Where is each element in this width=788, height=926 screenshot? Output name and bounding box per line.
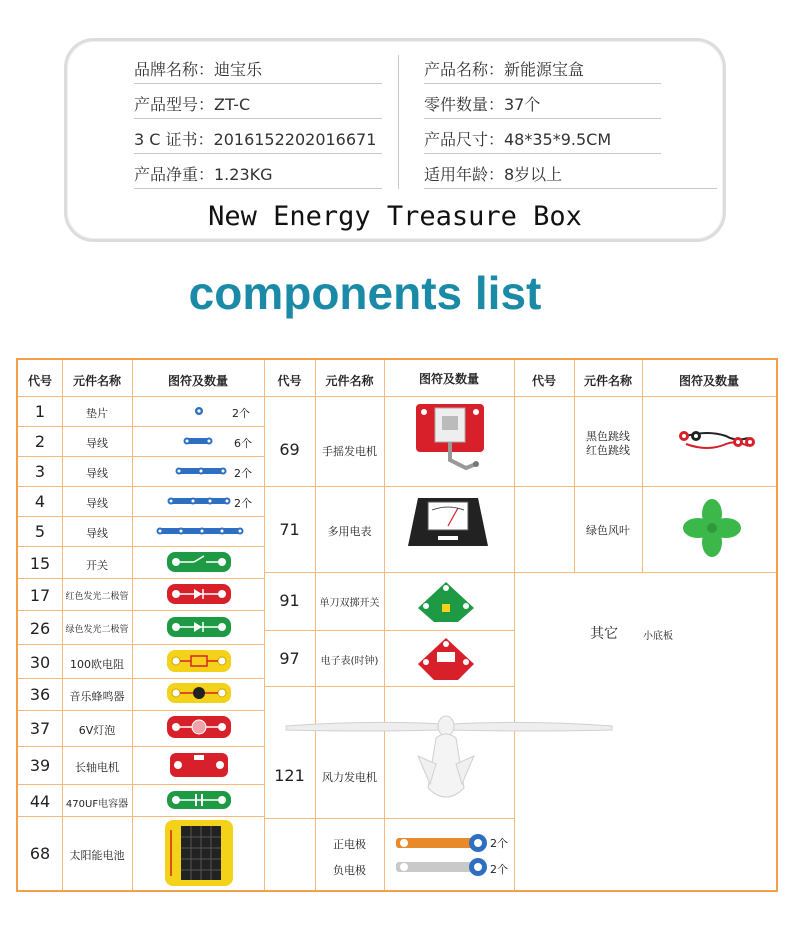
- wind-generator-symbol: [286, 716, 612, 797]
- name-positive-electrode: 正电极: [333, 838, 366, 851]
- header-name: 元件名称: [72, 374, 121, 388]
- capacitor-symbol: [167, 791, 231, 809]
- spec-parts: 零件数量：37个: [424, 95, 541, 114]
- name-negative-electrode: 负电极: [333, 864, 366, 877]
- components-table: [16, 358, 778, 892]
- wire-3-symbol: [176, 468, 227, 475]
- name-36: 音乐蜂鸣器: [69, 690, 125, 703]
- positive-electrode-symbol: [396, 834, 487, 852]
- qty-3: 2个: [234, 467, 252, 480]
- name-121: 风力发电机: [322, 771, 377, 784]
- name-68: 太阳能电池: [69, 849, 125, 862]
- code-3: 3: [34, 462, 46, 481]
- other-label: 其它: [590, 626, 618, 642]
- column-separator: [398, 55, 399, 189]
- qty-negative-electrode: 2个: [490, 863, 508, 876]
- divider: [134, 118, 382, 119]
- multimeter-symbol: [408, 498, 488, 546]
- name-26: 绿色发光二极管: [65, 625, 129, 635]
- negative-electrode-symbol: [396, 858, 487, 876]
- spec-size: 产品尺寸：48*35*9.5CM: [424, 130, 612, 149]
- switch-symbol: [167, 552, 231, 572]
- code-26: 26: [29, 619, 51, 638]
- name-37: 6V灯泡: [78, 724, 116, 737]
- green-fan-symbol: [683, 499, 741, 557]
- name-2: 导线: [86, 437, 108, 450]
- name-black-jumper: 黑色跳线: [586, 430, 630, 443]
- qty-4: 2个: [234, 497, 252, 510]
- code-39: 39: [29, 756, 51, 775]
- other-item: 小底板: [643, 631, 673, 642]
- code-71: 71: [279, 520, 300, 539]
- header-name: 元件名称: [583, 374, 632, 388]
- name-3: 导线: [86, 467, 108, 480]
- name-97: 电子表(时钟): [320, 656, 379, 667]
- spacer-symbol: [195, 407, 203, 415]
- header-symbol: 图符及数量: [167, 374, 228, 388]
- code-2: 2: [34, 432, 46, 451]
- header-code: 代号: [277, 374, 302, 388]
- red-led-symbol: [167, 584, 231, 604]
- name-15: 开关: [86, 559, 108, 572]
- name-17: 红色发光二极管: [65, 592, 129, 602]
- code-68: 68: [29, 844, 51, 863]
- name-4: 导线: [86, 497, 108, 510]
- qty-1: 2个: [232, 407, 250, 420]
- lamp-symbol: [167, 716, 231, 738]
- green-led-symbol: [167, 617, 231, 637]
- divider: [424, 153, 661, 154]
- electronic-clock-symbol: [418, 638, 474, 680]
- header-symbol: 图符及数量: [678, 374, 739, 388]
- header-name: 元件名称: [325, 374, 374, 388]
- name-green-fan: 绿色风叶: [586, 524, 630, 537]
- name-44: 470UF电容器: [65, 799, 129, 810]
- divider: [134, 153, 382, 154]
- code-4: 4: [34, 492, 46, 511]
- spdt-switch-symbol: [418, 582, 474, 622]
- name-red-jumper: 红色跳线: [586, 444, 630, 457]
- code-69: 69: [279, 440, 300, 459]
- code-91: 91: [279, 591, 300, 610]
- jumper-wire-symbol: [679, 431, 755, 448]
- resistor-symbol: [167, 650, 231, 672]
- name-71: 多用电表: [327, 525, 372, 538]
- name-1: 垫片: [86, 407, 108, 420]
- components-heading: components list: [188, 267, 542, 319]
- code-15: 15: [29, 554, 51, 573]
- divider: [424, 188, 717, 189]
- code-5: 5: [34, 522, 46, 541]
- wire-5-symbol: [157, 528, 244, 535]
- header-code: 代号: [531, 374, 556, 388]
- solar-cell-symbol: [165, 820, 233, 886]
- product-info-card: [64, 38, 726, 242]
- name-39: 长轴电机: [75, 761, 119, 774]
- spec-brand: 品牌名称：迪宝乐: [134, 60, 263, 79]
- code-17: 17: [29, 586, 51, 605]
- spec-weight: 产品净重：1.23KG: [134, 165, 273, 184]
- code-36: 36: [29, 685, 51, 704]
- divider: [134, 83, 382, 84]
- spec-product-name: 产品名称：新能源宝盒: [424, 60, 585, 79]
- spec-cert: 3 C 证书：2016152202016671: [134, 130, 377, 149]
- name-69: 手摇发电机: [322, 445, 377, 458]
- divider: [424, 83, 661, 84]
- wire-4-symbol: [168, 498, 231, 505]
- name-30: 100欧电阻: [70, 658, 124, 671]
- code-121: 121: [274, 766, 305, 785]
- name-91: 单刀双掷开关: [319, 598, 380, 609]
- hand-generator-symbol: [416, 404, 484, 468]
- motor-symbol: [170, 753, 228, 777]
- qty-2: 6个: [234, 437, 252, 450]
- wire-2-symbol: [184, 438, 213, 445]
- buzzer-symbol: [167, 683, 231, 703]
- spec-age: 适用年龄：8岁以上: [424, 165, 563, 184]
- code-44: 44: [29, 792, 51, 811]
- name-5: 导线: [86, 527, 108, 540]
- header-code: 代号: [27, 374, 52, 388]
- code-1: 1: [34, 402, 46, 421]
- component-symbols: [18, 360, 776, 890]
- code-97: 97: [279, 649, 300, 668]
- code-30: 30: [29, 653, 51, 672]
- spec-model: 产品型号：ZT-C: [134, 95, 251, 114]
- code-37: 37: [29, 719, 51, 738]
- english-title: New Energy Treasure Box: [208, 201, 582, 232]
- header-symbol: 图符及数量: [418, 372, 479, 386]
- divider: [424, 118, 661, 119]
- divider: [134, 188, 382, 189]
- qty-positive-electrode: 2个: [490, 837, 508, 850]
